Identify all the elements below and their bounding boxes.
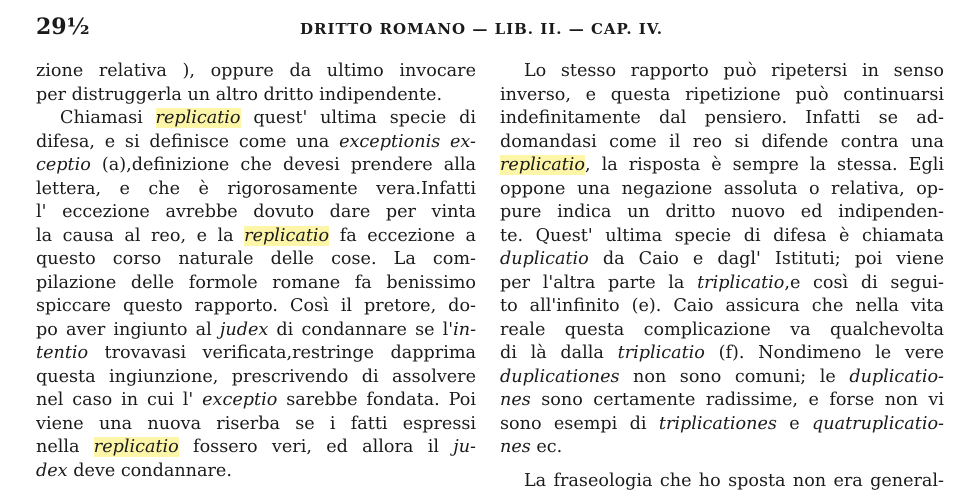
text-line xyxy=(36,178,476,202)
left-column xyxy=(36,60,476,483)
italic-term: exceptio xyxy=(202,390,278,410)
text-segment: fa eccezione a xyxy=(329,225,476,246)
running-head: DRITTO ROMANO — LIB. II. — CAP. IV. xyxy=(300,20,664,38)
italic-term: exceptionis ex- xyxy=(339,131,476,152)
text-segment: oppone una negazione assoluta o relativa, op- xyxy=(500,178,944,199)
text-line xyxy=(36,131,476,155)
text-segment: indefinitamente dal pensiero. Infatti se ad- xyxy=(500,108,944,128)
text-line xyxy=(500,201,944,225)
text-line xyxy=(36,60,476,84)
text-segment: di là dalla xyxy=(500,343,618,363)
text-line xyxy=(500,131,944,155)
page-header xyxy=(0,0,958,50)
italic-term: tentio xyxy=(36,343,89,363)
text-segment: sono certamente radissime, e forse non vi xyxy=(530,390,944,410)
text-line xyxy=(36,460,476,484)
text-segment: deve condannare. xyxy=(67,460,232,481)
highlighted-term: replicatio xyxy=(155,108,241,128)
italic-term: in- xyxy=(453,319,476,340)
text-line xyxy=(500,295,944,319)
text-line xyxy=(36,366,476,390)
text-segment: pure indica un dritto nuovo ed indipenden- xyxy=(500,202,944,222)
text-line xyxy=(500,225,944,249)
text-line xyxy=(36,342,476,366)
text-segment: questa ingiunzione, prescrivendo di assolvere xyxy=(36,366,476,387)
text-segment: to all'infinito (e). Caio assicura che nella vita xyxy=(500,296,944,316)
text-line xyxy=(500,366,944,390)
text-segment: quest' ultima specie di xyxy=(240,108,476,128)
text-segment: Chiamasi xyxy=(60,108,156,128)
text-segment: ec. xyxy=(530,437,563,457)
text-line xyxy=(36,154,476,178)
text-line xyxy=(36,413,476,437)
text-segment: La fraseologia che ho sposta non era general- xyxy=(524,470,944,491)
text-line xyxy=(500,154,944,178)
text-segment: trovavasi verificata,restringe dapprima xyxy=(88,343,476,363)
page-number: 29½ xyxy=(36,14,90,40)
text-line xyxy=(500,248,944,272)
text-segment: la causa al reo, e la xyxy=(36,225,245,246)
text-line xyxy=(500,342,944,366)
text-segment: non sono comuni; le xyxy=(619,366,850,387)
text-segment: nella xyxy=(36,437,94,457)
text-segment: viene una nuova riserba se i fatti espressi xyxy=(36,413,476,434)
text-segment: inverso, e questa ripetizione può continuarsi xyxy=(500,84,944,105)
text-segment: spiccare questo rapporto. Così il pretore, do- xyxy=(36,296,476,316)
italic-term: ceptio xyxy=(36,155,91,175)
italic-term: dex xyxy=(36,460,68,481)
text-line xyxy=(500,470,944,494)
text-line xyxy=(36,319,476,343)
text-segment: ,e così di segui- xyxy=(784,272,944,293)
text-line xyxy=(500,319,944,343)
right-column xyxy=(500,60,944,493)
text-segment: sarebbe fondata. Poi xyxy=(277,390,476,410)
text-segment: e xyxy=(776,413,812,434)
text-segment: difesa, e si definisce come una xyxy=(36,131,340,152)
text-line xyxy=(500,272,944,296)
highlighted-term: replicatio xyxy=(93,437,179,457)
text-line xyxy=(36,295,476,319)
text-line xyxy=(500,413,944,437)
text-line xyxy=(500,436,944,460)
italic-term: nes xyxy=(500,390,531,410)
text-segment: (f). Nondimeno le vere xyxy=(704,343,944,363)
text-segment: da Caio e dagl' Istituti; poi viene xyxy=(588,249,944,269)
italic-term: triplicationes xyxy=(658,413,777,434)
text-segment: lettera, e che è rigorosamente vera.Infatti xyxy=(36,178,476,199)
text-line xyxy=(36,201,476,225)
text-segment: zione relativa ), oppure da ultimo invocare xyxy=(36,61,476,81)
text-line xyxy=(36,225,476,249)
italic-term: triplicatio xyxy=(617,343,705,363)
italic-term: duplicatio xyxy=(500,249,589,269)
text-line xyxy=(36,272,476,296)
text-segment: te. Quest' ultima specie di difesa è chiamata xyxy=(500,225,944,246)
italic-term: ju- xyxy=(453,437,476,457)
italic-term: judex xyxy=(219,319,269,340)
highlighted-term: replicatio xyxy=(500,155,585,175)
text-line xyxy=(500,84,944,108)
text-line xyxy=(500,389,944,413)
text-segment: reale questa complicazione va qualchevolta xyxy=(500,319,944,340)
text-line xyxy=(500,60,944,84)
italic-term: duplicationes xyxy=(500,366,620,387)
italic-term: nes xyxy=(500,437,531,457)
text-segment: nel caso in cui l' xyxy=(36,390,203,410)
text-segment: po aver ingiunto al xyxy=(36,319,220,340)
text-segment: per l'altra parte la xyxy=(500,272,698,293)
text-segment: domandasi come il reo si difende contra una xyxy=(500,131,944,152)
text-segment: , la risposta è sempre la stessa. Egli xyxy=(584,155,944,175)
text-segment: per distruggerla un altro dritto indipendente. xyxy=(36,84,443,105)
text-segment: Lo stesso rapporto può ripetersi in senso xyxy=(524,61,944,81)
text-line xyxy=(500,107,944,131)
text-segment: l' eccezione avrebbe dovuto dare per vinta xyxy=(36,202,476,222)
italic-term: triplicatio xyxy=(697,272,785,293)
highlighted-term: replicatio xyxy=(244,225,330,246)
text-line xyxy=(36,248,476,272)
text-segment: questo corso naturale delle cose. La com- xyxy=(36,249,476,269)
italic-term: quatruplicatio- xyxy=(812,413,944,434)
text-segment: sono esempi di xyxy=(500,413,659,434)
text-line xyxy=(36,389,476,413)
text-line xyxy=(36,436,476,460)
text-line xyxy=(36,84,476,108)
text-segment: (a),definizione che devesi prendere alla xyxy=(90,155,476,175)
text-segment: di condannare se l' xyxy=(268,319,454,340)
text-line xyxy=(36,107,476,131)
text-segment: pilazione delle formole romane fa benissimo xyxy=(36,272,476,293)
text-segment: fossero veri, ed allora il xyxy=(178,437,454,457)
text-line xyxy=(500,178,944,202)
italic-term: duplicatio- xyxy=(849,366,944,387)
